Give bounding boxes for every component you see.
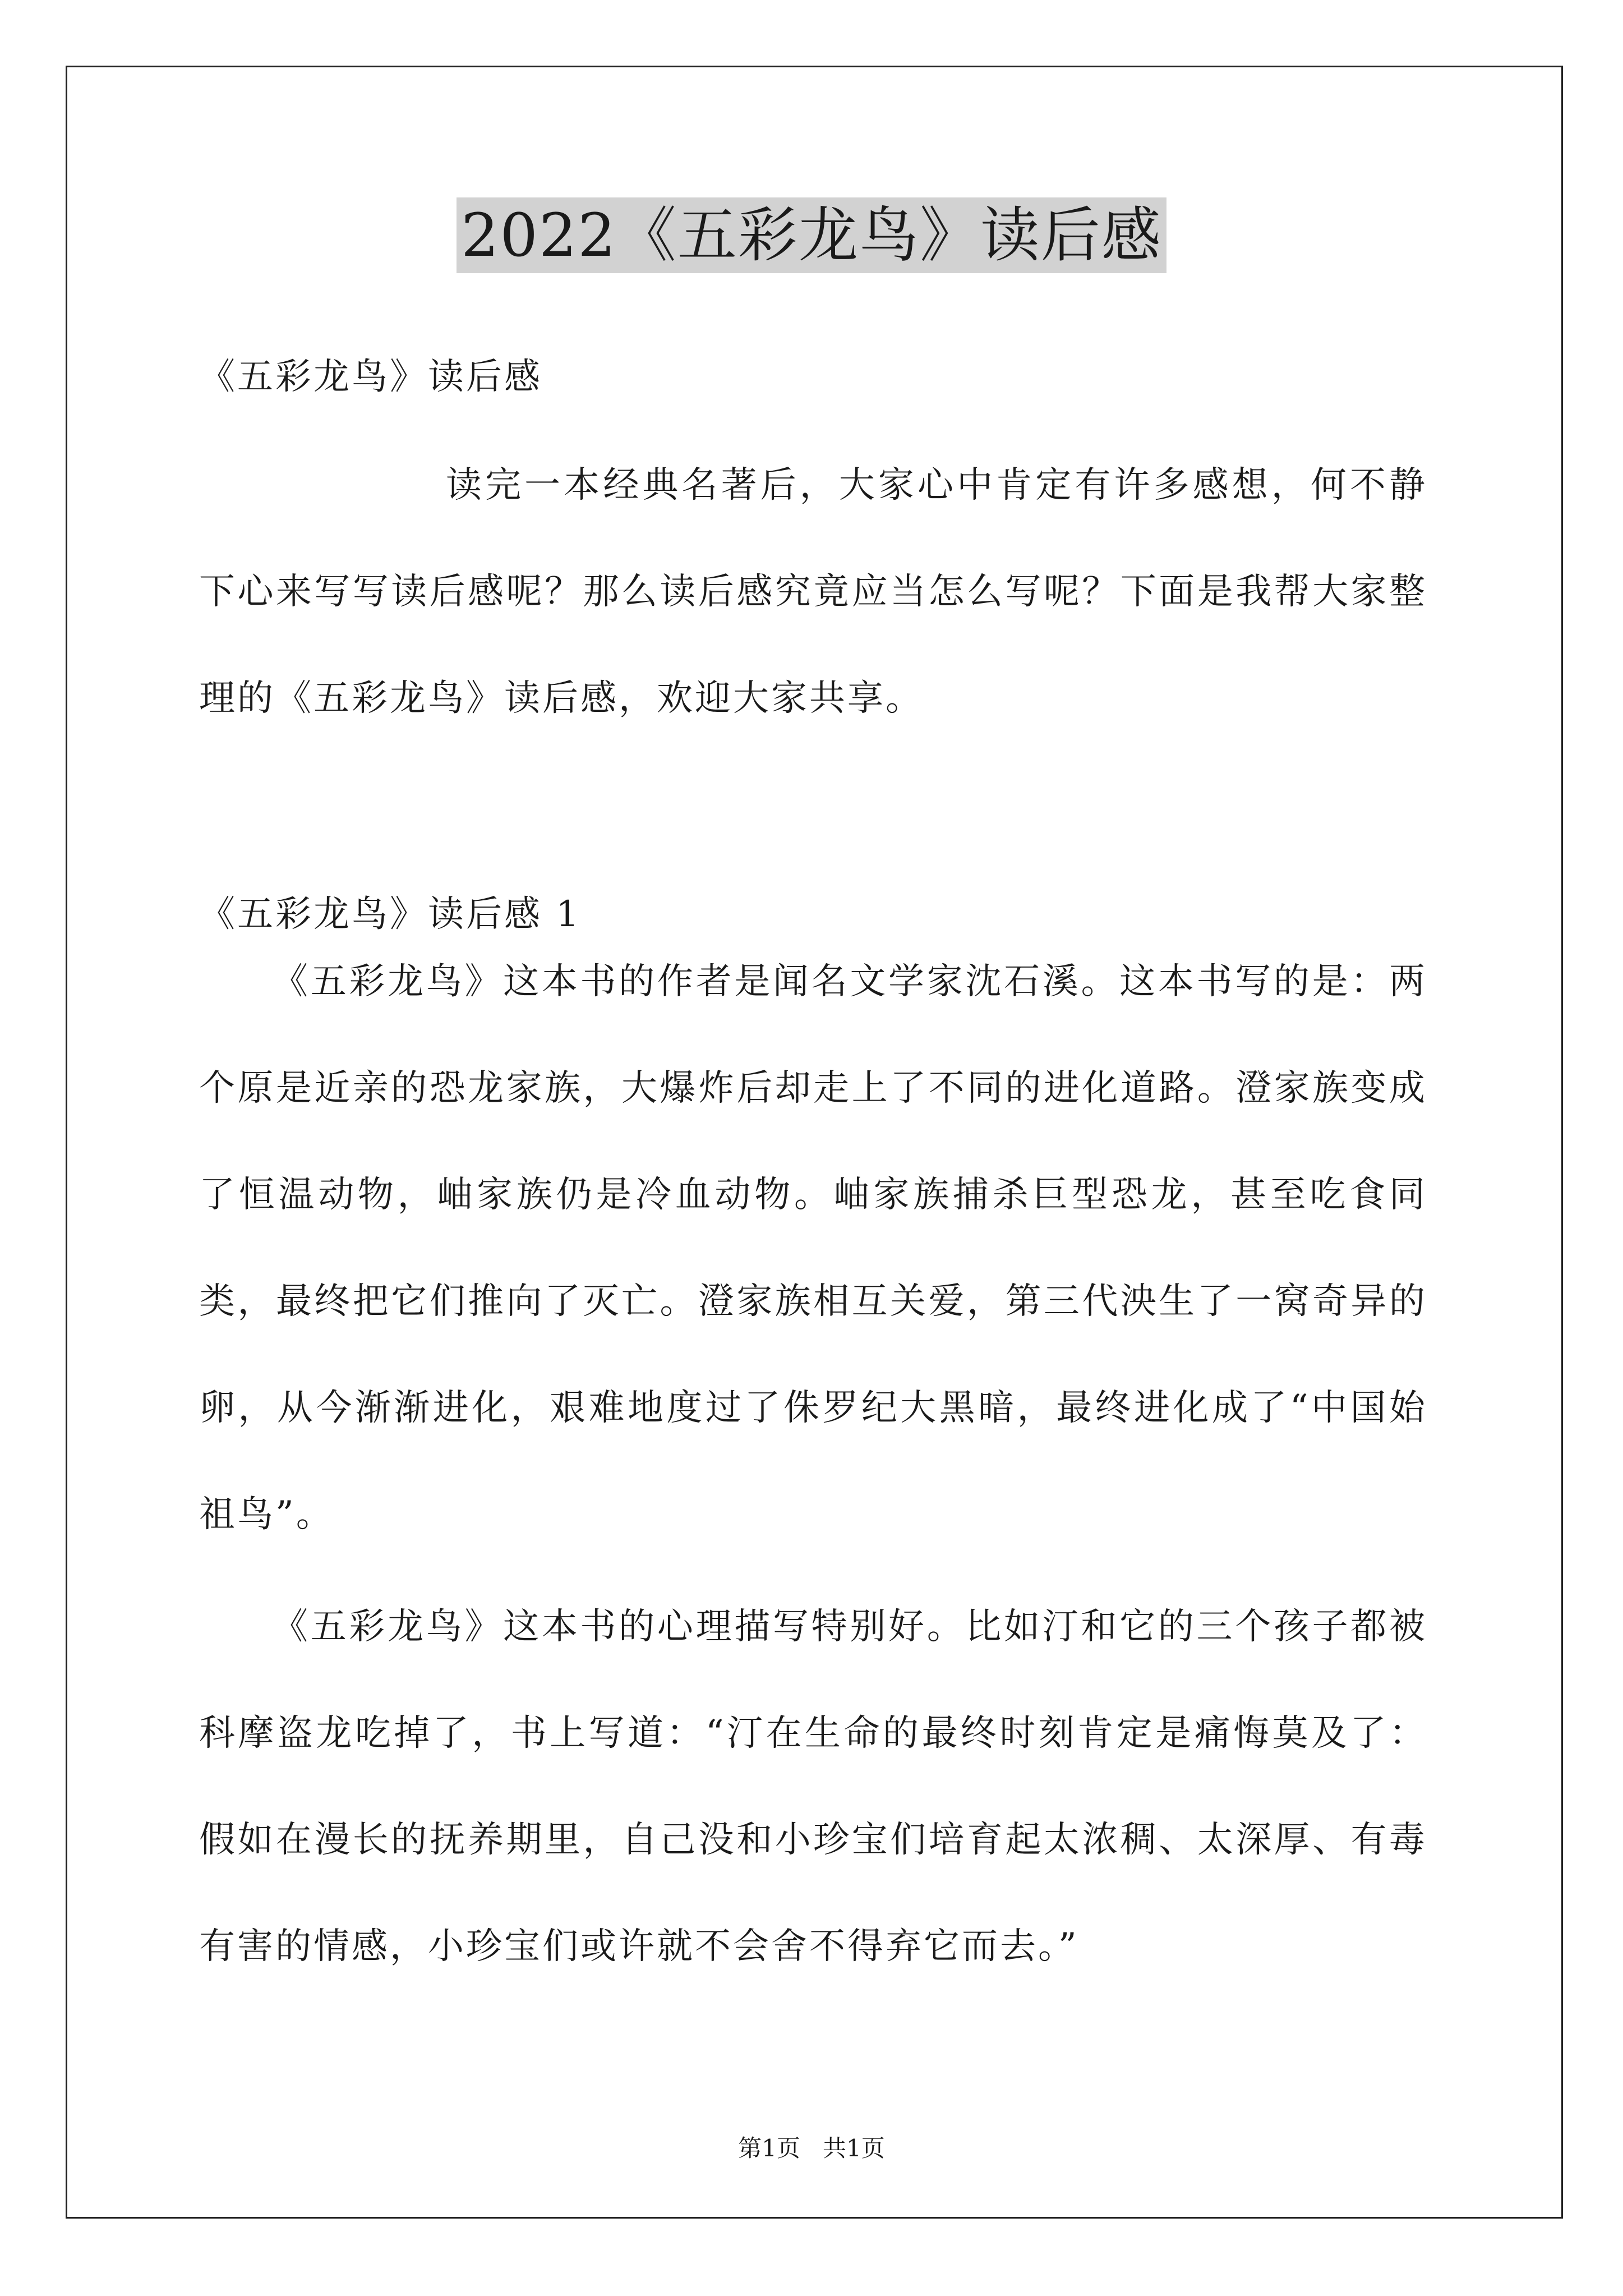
intro-paragraph: 读完一本经典名著后，大家心中肯定有许多感想，何不静下心来写写读后感呢？那么读后感究竟应当怎么写呢？下面是我帮大家整理的《五彩龙鸟》读后感，欢迎大家共享。 (199, 464, 1427, 719)
body-paragraph-1: 《五彩龙鸟》这本书的作者是闻名文学家沈石溪。这本书写的是：两个原是近亲的恐龙家族，大爆炸后却走上了不同的进化道路。澄家族变成了恒温动物，岫家族仍是冷血动物。岫家族捕杀巨型恐龙，甚至吃食同类，最终把它们推向了灭亡。澄家族相互关爱，第三代泱生了一窝奇异的卵，从今渐渐进化，艰难地度过了侏罗纪大黑暗，最终进化成了“中国始祖鸟”。 (199, 961, 1427, 1535)
document-title (0, 199, 1623, 272)
page-footer: 第1页 共1页 (738, 2134, 885, 2162)
body-paragraph-2: 《五彩龙鸟》这本书的心理描写特别好。比如汀和它的三个孩子都被科摩盗龙吃掉了，书上写道：“汀在生命的最终时刻肯定是痛悔莫及了：假如在漫长的抚养期里，自己没和小珍宝们培育起太浓稠、太深厚、有毒有害的情感，小珍宝们或许就不会舍不得弃它而去。” (199, 1606, 1427, 1967)
document-title-text: 2022《五彩龙鸟》读后感 (457, 197, 1166, 273)
document-subtitle: 《五彩龙鸟》读后感 (199, 356, 542, 398)
section-heading: 《五彩龙鸟》读后感 1 (199, 894, 582, 935)
